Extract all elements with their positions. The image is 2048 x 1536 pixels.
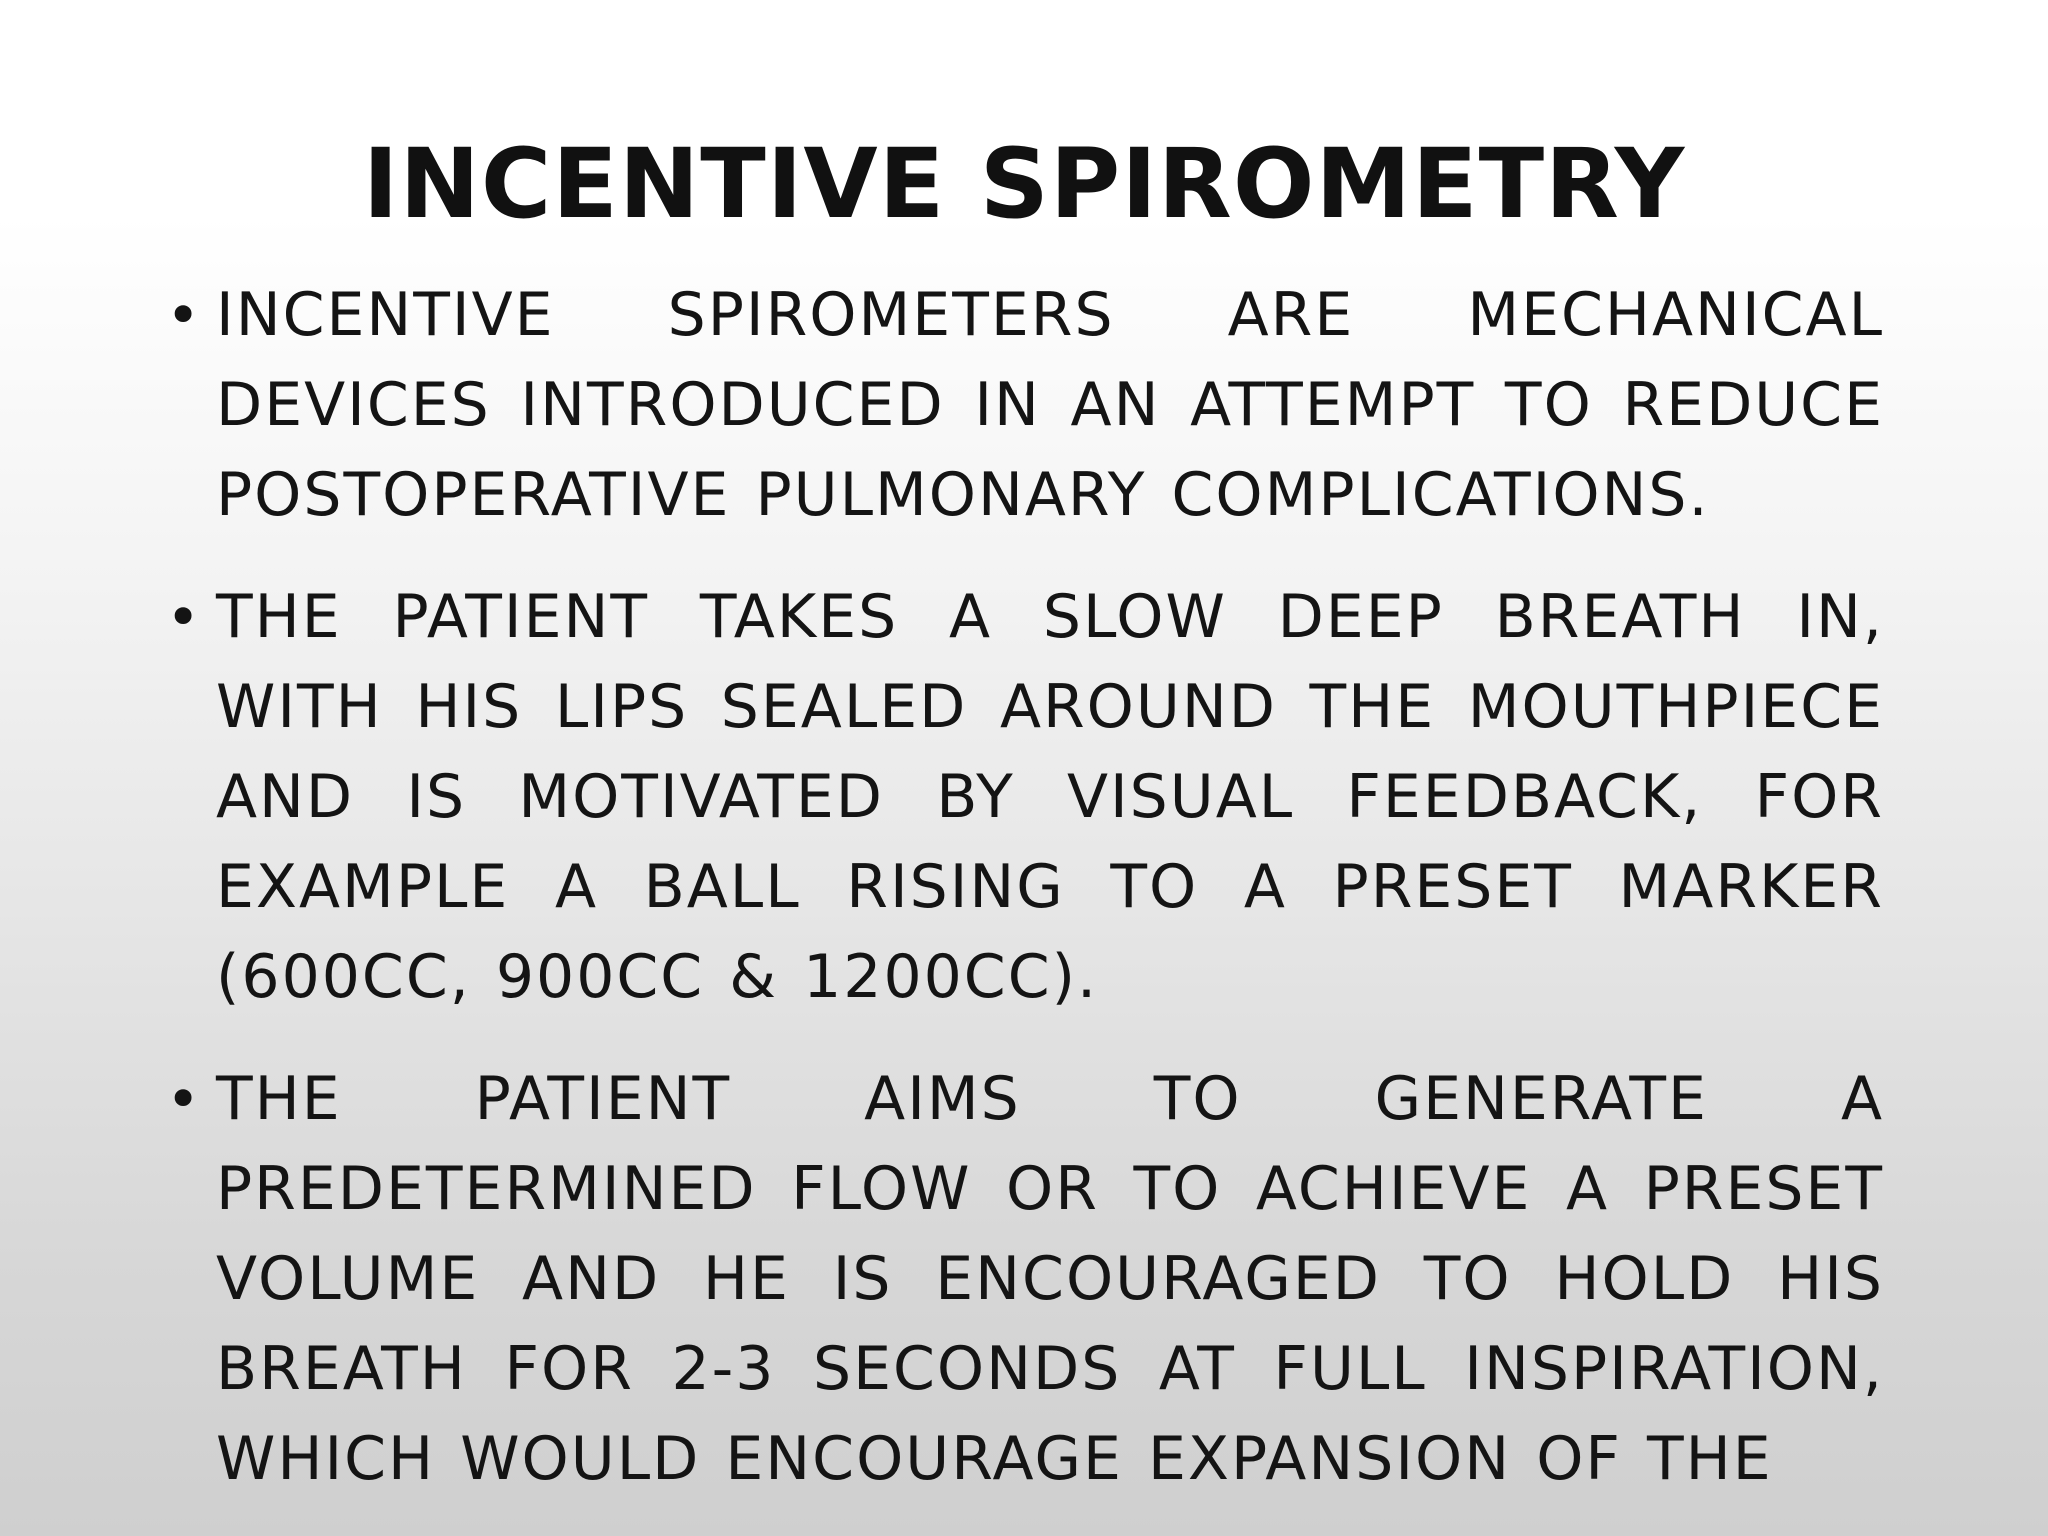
bullet-text: THE PATIENT AIMS TO GENERATE A PREDETERMINED FLOW OR TO ACHIEVE A PRESET VOLUME AND HE IS ENCOURAGED TO HOLD HIS BREATH FOR 2-3 SECONDS AT FULL INSPIRATION, WHICH WOULD ENCOURAGE EXPANSION OF THE: [216, 1064, 1884, 1494]
bullet-item: [160, 572, 1884, 1022]
bullet-point-icon: •: [166, 583, 201, 651]
slide-title: INCENTIVE SPIROMETRY: [362, 128, 1686, 241]
bullet-point-icon: •: [166, 1065, 201, 1133]
bullet-text: THE PATIENT TAKES A SLOW DEEP BREATH IN, WITH HIS LIPS SEALED AROUND THE MOUTHPIECE AND IS MOTIVATED BY VISUAL FEEDBACK, FOR EXAMPLE A BALL RISING TO A PRESET MARKER (600CC, 900CC & 1200CC).: [216, 582, 1884, 1012]
bullet-item: [160, 1054, 1884, 1504]
bullet-point-icon: •: [166, 281, 201, 349]
bullet-text: INCENTIVE SPIROMETERS ARE MECHANICAL DEVICES INTRODUCED IN AN ATTEMPT TO REDUCE POSTOPERATIVE PULMONARY COMPLICATIONS.: [216, 280, 1884, 530]
bullet-list: [160, 270, 1884, 1536]
bullet-item: [160, 270, 1884, 540]
